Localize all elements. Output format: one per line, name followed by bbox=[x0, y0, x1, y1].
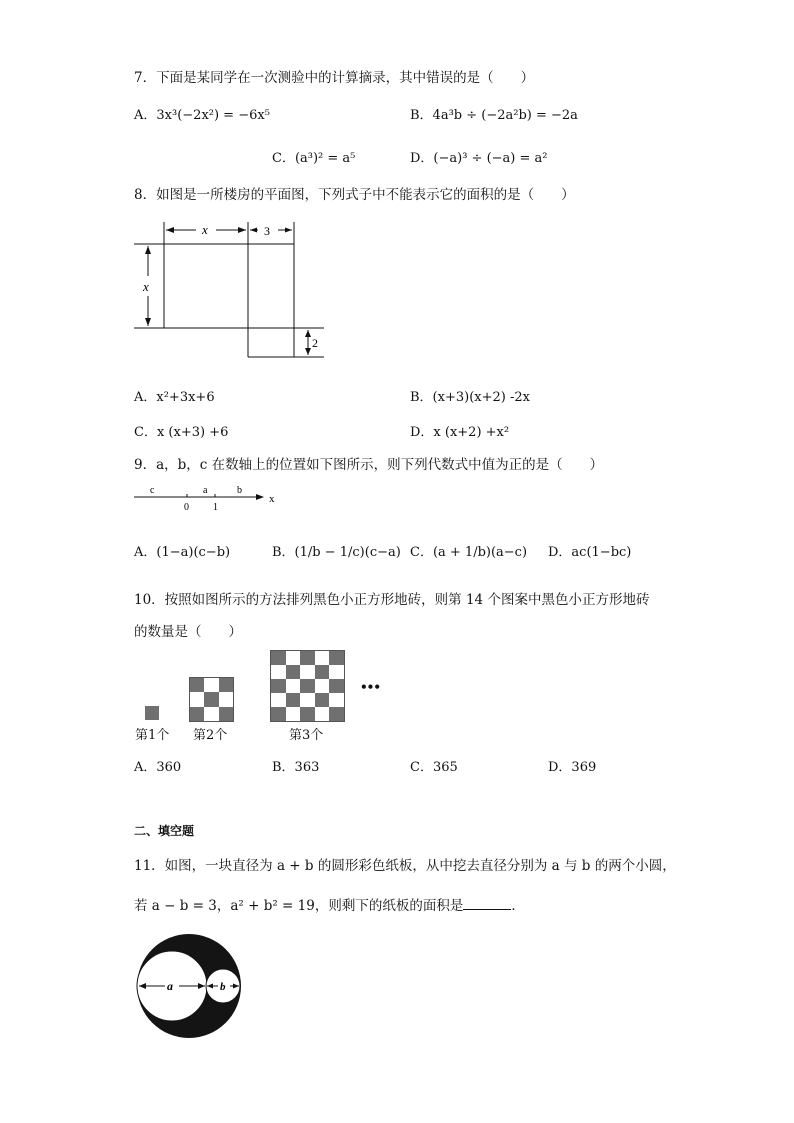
q8-option-c: C．x (x+3) +6 bbox=[134, 425, 229, 440]
tile-cell bbox=[315, 679, 330, 693]
q7-stem: 7．下面是某同学在一次测验中的计算摘录，其中错误的是（ ） bbox=[134, 70, 535, 86]
tile-cell bbox=[219, 692, 233, 706]
q11-line2-text: 若 a − b = 3，a² + b² = 19，则剩下的纸板的面积是 bbox=[134, 898, 464, 914]
tile-cell bbox=[300, 665, 315, 679]
q7-option-a: A．3x³(−2x²) = −6x⁵ bbox=[134, 108, 270, 123]
tile-cell bbox=[271, 665, 286, 679]
ellipsis-dots: ••• bbox=[360, 680, 381, 694]
number-line-figure bbox=[130, 480, 290, 514]
q8-stem: 8．如图是一所楼房的平面图，下列式子中不能表示它的面积的是（ ） bbox=[134, 187, 575, 203]
tile-pattern-2 bbox=[189, 677, 234, 722]
tile-cell bbox=[286, 707, 301, 721]
q10-option-b: B．363 bbox=[272, 760, 320, 775]
q9-option-b: B．(1/b − 1/c)(c−a) bbox=[272, 545, 401, 560]
fig-label-3: 3 bbox=[264, 224, 270, 238]
q7-option-c: C．(a³)² = a⁵ bbox=[272, 151, 356, 166]
tile-cell bbox=[286, 651, 301, 665]
tile-cell bbox=[329, 707, 344, 721]
circle-label-b: b bbox=[220, 981, 226, 993]
tile-cell bbox=[271, 693, 286, 707]
tile-cell bbox=[190, 692, 204, 706]
tile-cell bbox=[300, 707, 315, 721]
q7-option-b: B．4a³b ÷ (−2a²b) = −2a bbox=[410, 108, 578, 123]
circle-label-a: a bbox=[167, 979, 173, 993]
tile-cell bbox=[300, 679, 315, 693]
tile-cell bbox=[286, 679, 301, 693]
tile-cell bbox=[315, 693, 330, 707]
answer-blank[interactable] bbox=[463, 897, 511, 910]
tile-cell bbox=[286, 665, 301, 679]
q11-line1: 11．如图，一块直径为 a + b 的圆形彩色纸板，从中挖去直径分别为 a 与 b 的两个小圆， bbox=[134, 858, 676, 874]
q9-stem: 9．a，b，c 在数轴上的位置如下图所示，则下列代数式中值为正的是（ ） bbox=[134, 457, 604, 473]
tile-cell bbox=[300, 651, 315, 665]
tile-cell bbox=[190, 678, 204, 692]
tile-cell bbox=[219, 707, 233, 721]
pattern-label-2: 第2个 bbox=[193, 728, 228, 743]
axis-label-x: x bbox=[269, 493, 275, 505]
axis-label-a: a bbox=[203, 485, 208, 496]
q10-option-c: C．365 bbox=[410, 760, 458, 775]
fig-label-x-top: x bbox=[202, 222, 208, 237]
tile-cell bbox=[315, 665, 330, 679]
axis-label-zero: 0 bbox=[184, 502, 189, 513]
tile-cell bbox=[271, 707, 286, 721]
tile-cell bbox=[219, 678, 233, 692]
axis-label-c: c bbox=[150, 485, 155, 496]
circles-figure bbox=[134, 930, 246, 1042]
fig-label-x-left: x bbox=[143, 279, 149, 294]
q9-option-d: D．ac(1−bc) bbox=[548, 545, 632, 560]
tile-cell bbox=[204, 678, 218, 692]
q10-option-d: D．369 bbox=[548, 760, 597, 775]
tile-cell bbox=[329, 693, 344, 707]
tile-cell bbox=[300, 693, 315, 707]
q9-option-c: C．(a + 1/b)(a−c) bbox=[410, 545, 528, 560]
axis-label-one: 1 bbox=[213, 502, 218, 513]
axis-label-b: b bbox=[237, 485, 242, 496]
pattern-label-3: 第3个 bbox=[289, 728, 324, 743]
tile-pattern-1 bbox=[145, 706, 159, 720]
q10-stem: 10．按照如图所示的方法排列黑色小正方形地砖，则第 14 个图案中黑色小正方形地砖 bbox=[134, 592, 650, 608]
q10-stem-line2: 的数量是（ ） bbox=[134, 624, 242, 640]
q7-option-d: D．(−a)³ ÷ (−a) = a² bbox=[410, 151, 548, 166]
tile-cell bbox=[329, 665, 344, 679]
q8-option-b: B．(x+3)(x+2) -2x bbox=[410, 390, 530, 405]
tile-cell bbox=[271, 651, 286, 665]
tile-cell bbox=[204, 707, 218, 721]
tile-cell bbox=[329, 651, 344, 665]
tile-cell bbox=[315, 651, 330, 665]
tile-pattern-3 bbox=[270, 650, 345, 722]
tile-cell bbox=[271, 679, 286, 693]
q10-option-a: A．360 bbox=[134, 760, 182, 775]
pattern-label-1: 第1个 bbox=[135, 728, 170, 743]
q9-option-a: A．(1−a)(c−b) bbox=[134, 545, 231, 560]
q8-option-a: A．x²+3x+6 bbox=[134, 390, 215, 405]
floor-plan-figure bbox=[130, 214, 330, 364]
q11-line2-end: ． bbox=[511, 898, 525, 914]
tile-cell bbox=[190, 707, 204, 721]
section-title: 二、填空题 bbox=[134, 824, 195, 838]
tile-cell bbox=[204, 692, 218, 706]
tile-cell bbox=[315, 707, 330, 721]
q11-line2 bbox=[134, 894, 525, 914]
q8-option-d: D．x (x+2) +x² bbox=[410, 425, 510, 440]
tile-cell bbox=[329, 679, 344, 693]
tile-cell bbox=[286, 693, 301, 707]
fig-label-2: 2 bbox=[312, 336, 318, 350]
